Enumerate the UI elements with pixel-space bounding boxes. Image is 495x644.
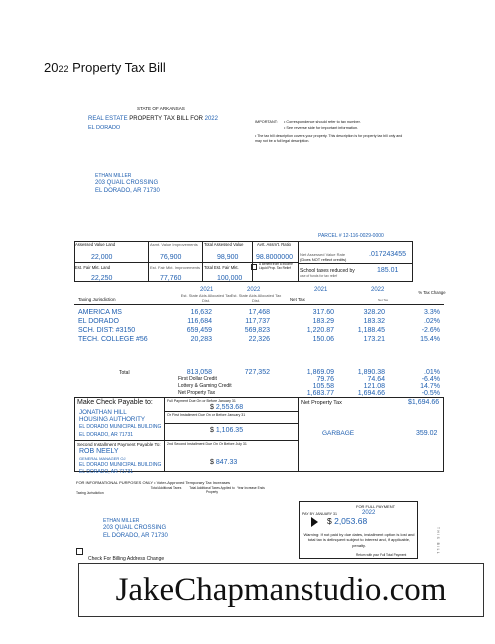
credit-label: Lottery & Gaming Credit	[178, 383, 232, 389]
info-header-additional: Total Additional Taxes	[150, 486, 182, 490]
total-state-aids-b: 727,352	[244, 369, 270, 376]
net-tax-2022: 328.20	[363, 309, 385, 316]
important-label: IMPORTANT:	[255, 120, 278, 124]
credit-2022: 121.08	[363, 383, 385, 390]
full-due-amount: $ 2,553.68	[210, 404, 244, 411]
col-state-aids-b: Est. State Aids Allocated Tax Dist.	[230, 293, 282, 303]
net-tax-2021: 183.29	[312, 318, 334, 325]
owner-name: ETHAN MILLER	[95, 173, 132, 179]
payee-line-3: EL DORADO MUNICIPAL BUILDING	[79, 424, 162, 430]
col-year-2022-b: 2022	[371, 287, 385, 293]
efm-impr-header: Est. Fair Mkt. Improvements	[150, 265, 201, 270]
important-bullet-1: • Correspondence should refer to tax number.	[284, 120, 361, 124]
garbage-label: GARBAGE	[322, 430, 355, 437]
rate-label: Net Assessed Value Rate	[300, 252, 346, 257]
net-tax-2021: 150.06	[312, 336, 334, 343]
second-payee-addr2: EL DORADO, AR 71731	[79, 469, 134, 475]
net-property-tax-value: $1,694.66	[408, 399, 440, 406]
state-aids-2022: 22,326	[248, 336, 270, 343]
credit-2021: 105.58	[312, 383, 334, 390]
state-aids-2021: 116,684	[187, 318, 212, 325]
net-tax-2022: 173.21	[363, 336, 385, 343]
stub-owner-name: ETHAN MILLER	[103, 518, 140, 524]
assessed-total-header: Total Assessed Value	[204, 242, 244, 247]
efm-impr-value: 77,760	[160, 275, 182, 282]
info-header-jurisdiction: Taxing Jurisdiction	[76, 491, 104, 495]
credit-2022: 74.64	[367, 376, 385, 383]
rate-sub: (Does NOT reflect credits)	[300, 257, 347, 262]
jurisdiction-name: TECH. COLLEGE #56	[78, 336, 148, 343]
billing-address-label: Check For Billing Address Change	[88, 556, 165, 562]
page-title	[44, 60, 166, 75]
first-installment-amount: $ 1,106.35	[210, 427, 244, 434]
title-text: Property Tax Bill	[68, 60, 166, 75]
info-line: FOR INFORMATIONAL PURPOSES ONLY • Voter-Approved Temporary Tax Increases	[76, 480, 231, 485]
col-taxing-jurisdiction: Taxing Jurisdiction	[78, 297, 116, 302]
total-net-2022: 1,890.38	[357, 369, 385, 376]
assessed-ratio-value: 98.8000000	[256, 254, 293, 261]
credit-change: 14.7%	[420, 383, 440, 390]
assessed-land-value: 22,000	[91, 254, 113, 261]
state-aids-2022: 17,468	[248, 309, 270, 316]
tax-change: .02%	[424, 318, 440, 325]
info-header-year: Year Increase Ends	[237, 486, 265, 490]
make-checks-label: Make Check Payable to:	[77, 399, 153, 406]
bill-label-real-estate: REAL ESTATE	[88, 116, 128, 122]
tax-change: 15.4%	[420, 336, 440, 343]
reduced-sub: use of funds for tax relief	[300, 274, 338, 278]
parcel-number: PARCEL # 12-116-0029-0000	[318, 233, 384, 239]
total-state-aids-a: 813,058	[186, 369, 212, 376]
col-net-tax-2: Net Tax	[378, 298, 389, 302]
payee-line-1: JONATHAN HILL	[79, 409, 127, 416]
state-label: STATE OF ARKANSAS	[137, 106, 185, 111]
arrow-icon	[311, 517, 318, 527]
bill-city: EL DORADO	[88, 125, 121, 131]
credit-2021: 79.76	[316, 376, 334, 383]
reduced-value: 185.01	[377, 267, 399, 274]
assessed-land-header: Assessed Value Land	[75, 242, 116, 247]
credit-change: -6.4%	[421, 376, 440, 383]
efm-land-header: Est. Fair Mkt. Land	[75, 265, 111, 270]
credit-2021: 1,683.77	[306, 390, 334, 397]
full-due-label: Full Payment Due On or Before January 31	[167, 399, 236, 403]
assessed-impr-value: 76,900	[160, 254, 182, 261]
watermark-text: JakeChapmanstudio.com	[115, 572, 447, 608]
total-label: Total	[119, 370, 130, 376]
assessed-total-value: 98,900	[217, 254, 239, 261]
second-payee-addr1: EL DORADO MUNICIPAL BUILDING	[79, 462, 162, 468]
credit-label: First Dollar Credit	[178, 376, 217, 382]
second-installment-amount: $ 847.33	[210, 459, 238, 466]
jurisdiction-name: SCH. DIST: #3150	[78, 327, 136, 334]
credit-2022: 1,694.66	[357, 390, 385, 397]
state-aids-2021: 659,459	[186, 327, 212, 334]
important-bullet-2: • See reverse side for important information.	[284, 126, 359, 130]
stub-warning: Warning: If not paid by due dates, installment option is lost and total tax is delinquent subject to interest and, if applicable, penalty.	[303, 532, 415, 548]
title-year-big: 20	[44, 60, 59, 75]
second-due-label: 2nd Second Installment Due On Or Before July 31	[167, 442, 247, 446]
net-tax-2021: 1,220.87	[306, 327, 334, 334]
reduced-label: School taxes reduced by	[300, 268, 355, 274]
stub-owner-citystate: EL DORADO, AR 71730	[103, 533, 168, 539]
net-rate-value: .017243455	[369, 251, 406, 258]
net-tax-2022: 1,188.45	[357, 327, 385, 334]
owner-street: 203 QUAIL CROSSING	[95, 180, 159, 186]
second-payee-title: GENERAL MANAGER OJ	[79, 456, 126, 461]
tax-change: -2.6%	[421, 327, 440, 334]
info-header-applied: Total Additional Taxes Applied to Property	[189, 486, 235, 494]
net-tax-2021: 317.60	[312, 309, 334, 316]
title-year-small: 22	[58, 64, 69, 74]
net-tax-2022: 183.32	[363, 318, 385, 325]
col-year-2021-a: 2021	[200, 287, 214, 293]
bill-year: 2022	[204, 116, 218, 122]
efm-total-header: Total Est. Fair Mkt.	[204, 265, 239, 270]
efm-total-value: 100,000	[217, 275, 243, 282]
total-change: .01%	[424, 369, 440, 376]
stub-year: 2022	[362, 510, 376, 516]
col-year-2022-a: 2022	[247, 287, 261, 293]
net-property-tax-label: Net Property Tax	[301, 400, 342, 406]
stub-pay-by: PAY BY JANUARY 31	[302, 512, 337, 516]
homestead-note: A Benefit from a income Liquid Prop. Tax Relief	[259, 262, 293, 270]
efm-land-value: 22,250	[91, 275, 113, 282]
total-net-2021: 1,869.09	[306, 369, 334, 376]
state-aids-2022: 569,823	[244, 327, 270, 334]
first-installment-label: Or First Installment Due On or Before January 31	[167, 413, 246, 417]
important-note: • The tax bill description covers your property. This description is for property tax bill only and may not be a full legal description.	[255, 134, 403, 143]
second-payee-name: ROB NEELY	[79, 448, 119, 455]
state-aids-2021: 16,632	[190, 309, 212, 316]
stub-side-text: THIS BILL	[436, 527, 440, 556]
stub-amount: $ 2,053.68	[327, 516, 368, 526]
jurisdiction-name: EL DORADO	[78, 318, 119, 325]
stub-full-label: FOR FULL PAYMENT	[356, 504, 396, 509]
bill-label-tax: PROPERTY TAX BILL FOR	[129, 116, 203, 122]
homestead-checkbox[interactable]	[251, 264, 257, 270]
col-net-tax: Net Tax	[290, 297, 305, 302]
tax-change: 3.3%	[424, 309, 440, 316]
state-aids-2021: 20,283	[190, 336, 212, 343]
billing-address-checkbox[interactable]	[76, 548, 83, 555]
credit-change: -0.5%	[421, 390, 440, 397]
full-payment-box	[299, 501, 418, 559]
credit-label: Net Property Tax	[178, 390, 216, 396]
stub-owner-street: 203 QUAIL CROSSING	[103, 525, 167, 531]
garbage-value: 359.02	[416, 430, 438, 437]
assessed-ratio-header: Avrt. Assm't. Ratio	[257, 242, 291, 247]
payee-line-2: HOUSING AUTHORITY	[79, 416, 146, 423]
owner-citystate: EL DORADO, AR 71730	[95, 188, 160, 194]
col-tax-change: % Tax Change	[418, 290, 446, 295]
bill-heading	[88, 116, 218, 122]
assessed-impr-header: Asmt. Value Improvements	[150, 242, 198, 247]
state-aids-2022: 117,737	[245, 318, 270, 325]
payee-line-4: EL DORADO, AR 71731	[79, 432, 134, 438]
jurisdiction-name: AMERICA MS	[78, 309, 122, 316]
col-state-aids-a: Est. State Aids Allocated Tax Dist.	[180, 293, 232, 303]
second-installment-label: Second Installment Payment Payable To:	[77, 442, 161, 447]
stub-return: Return with your Full Total Payment	[356, 553, 407, 557]
col-year-2021-b: 2021	[314, 287, 328, 293]
